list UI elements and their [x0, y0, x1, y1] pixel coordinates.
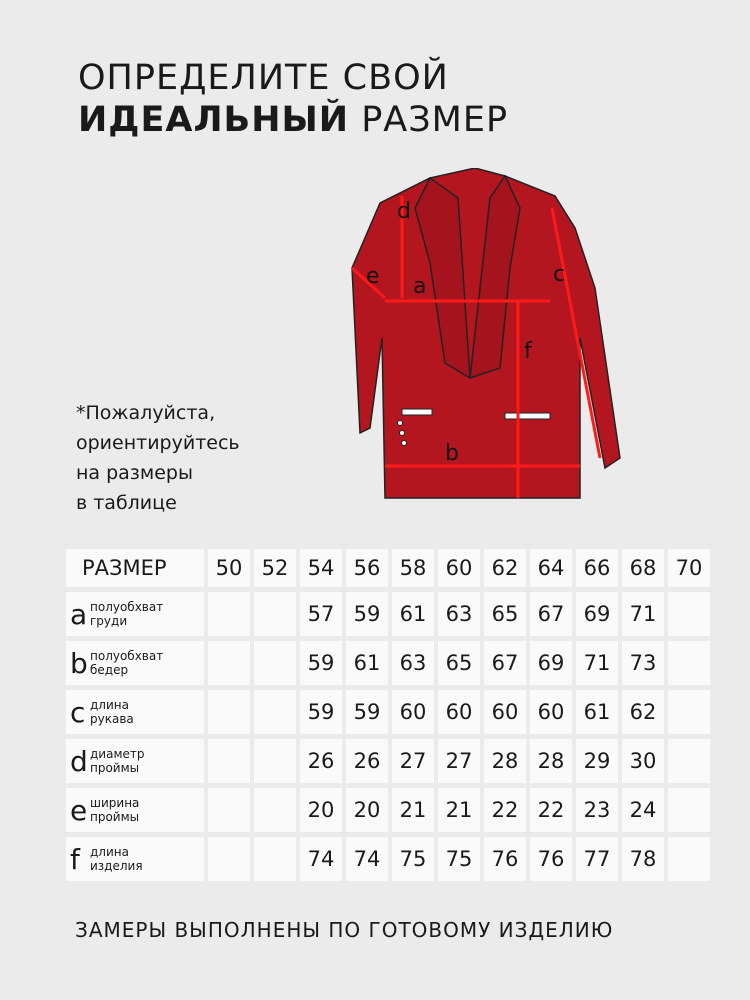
table-cell: 67	[484, 641, 526, 685]
table-cell: 28	[530, 739, 572, 783]
table-cell: 30	[622, 739, 664, 783]
table-cell: 73	[622, 641, 664, 685]
row-label	[66, 641, 204, 685]
label-c: c	[553, 262, 566, 287]
table-cell: 59	[300, 641, 342, 685]
table-cell: 24	[622, 788, 664, 832]
size-header: 50	[208, 549, 250, 587]
table-cell: 57	[300, 592, 342, 636]
row-desc	[90, 698, 134, 726]
table-cell: 60	[484, 690, 526, 734]
table-cell: 77	[576, 837, 618, 881]
table-cell: 71	[576, 641, 618, 685]
row-desc	[90, 845, 143, 873]
table-cell: 75	[392, 837, 434, 881]
table-cell	[254, 690, 296, 734]
table-cell: 26	[346, 739, 388, 783]
note-line: *Пожалуйста,	[76, 402, 216, 424]
table-cell: 61	[576, 690, 618, 734]
table-cell: 60	[530, 690, 572, 734]
table-cell: 74	[346, 837, 388, 881]
row-label	[66, 837, 204, 881]
table-cell: 63	[392, 641, 434, 685]
table-cell: 26	[300, 739, 342, 783]
pocket-right	[505, 413, 550, 419]
row-label	[66, 690, 204, 734]
table-cell	[668, 837, 710, 881]
table-cell	[254, 837, 296, 881]
table-cell: 74	[300, 837, 342, 881]
table-cell: 21	[392, 788, 434, 832]
size-header: 54	[300, 549, 342, 587]
button	[400, 431, 405, 436]
pocket-left	[402, 409, 432, 415]
row-label	[66, 592, 204, 636]
row-desc2: изделия	[90, 859, 143, 873]
row-desc1: ширина	[90, 796, 140, 810]
row-desc	[90, 796, 139, 824]
note-line: ориентируйтесь	[76, 432, 240, 454]
table-cell	[668, 788, 710, 832]
table-cell: 76	[530, 837, 572, 881]
table-row	[66, 788, 710, 832]
note-line: на размеры	[76, 462, 193, 484]
row-desc2: рукава	[90, 712, 134, 726]
table-cell: 69	[576, 592, 618, 636]
table-cell: 28	[484, 739, 526, 783]
table-cell: 62	[622, 690, 664, 734]
row-letter: b	[70, 646, 88, 680]
table-cell: 61	[346, 641, 388, 685]
row-desc1: диаметр	[90, 747, 145, 761]
row-desc2: проймы	[90, 761, 140, 775]
table-cell: 75	[438, 837, 480, 881]
table-row	[66, 837, 710, 881]
table-cell: 20	[300, 788, 342, 832]
row-desc2: проймы	[90, 810, 140, 824]
row-desc1: полуобхват	[90, 649, 164, 663]
table-cell	[668, 739, 710, 783]
size-table	[62, 544, 714, 886]
table-row	[66, 739, 710, 783]
label-f: f	[524, 339, 532, 364]
button	[398, 421, 403, 426]
table-cell	[208, 739, 250, 783]
footer-note: ЗАМЕРЫ ВЫПОЛНЕНЫ ПО ГОТОВОМУ ИЗДЕЛИЮ	[75, 918, 614, 942]
row-desc	[90, 747, 145, 775]
table-cell: 69	[530, 641, 572, 685]
row-letter: f	[70, 842, 80, 876]
title-rest: РАЗМЕР	[349, 100, 509, 140]
row-desc2: груди	[90, 614, 128, 628]
row-letter: a	[70, 597, 88, 631]
label-d: d	[397, 199, 411, 224]
table-cell	[668, 690, 710, 734]
row-label	[66, 788, 204, 832]
button	[402, 441, 407, 446]
page-title-line1: ОПРЕДЕЛИТЕ СВОЙ	[78, 58, 449, 98]
table-row	[66, 690, 710, 734]
row-desc1: длина	[90, 698, 129, 712]
table-cell: 21	[438, 788, 480, 832]
table-cell	[668, 641, 710, 685]
table-cell: 67	[530, 592, 572, 636]
table-cell	[208, 592, 250, 636]
table-row	[66, 641, 710, 685]
row-desc	[90, 649, 163, 677]
table-cell	[254, 641, 296, 685]
size-header: 62	[484, 549, 526, 587]
table-cell: 63	[438, 592, 480, 636]
table-cell	[254, 592, 296, 636]
row-desc1: полуобхват	[90, 600, 164, 614]
size-header: 64	[530, 549, 572, 587]
page-title-line2	[78, 100, 508, 140]
table-cell: 59	[346, 592, 388, 636]
row-desc1: длина	[90, 845, 129, 859]
header-size: РАЗМЕР	[66, 549, 204, 587]
table-cell: 59	[300, 690, 342, 734]
label-e: e	[366, 264, 380, 289]
jacket-diagram	[340, 168, 660, 508]
table-cell	[208, 690, 250, 734]
note-line: в таблице	[76, 492, 177, 514]
table-cell: 60	[392, 690, 434, 734]
label-b: b	[445, 441, 459, 466]
table-cell: 27	[392, 739, 434, 783]
table-cell: 65	[484, 592, 526, 636]
row-letter: e	[70, 793, 88, 827]
table-cell: 60	[438, 690, 480, 734]
table-cell: 61	[392, 592, 434, 636]
table-cell	[208, 641, 250, 685]
table-cell	[254, 739, 296, 783]
row-desc2: бедер	[90, 663, 129, 677]
table-cell	[254, 788, 296, 832]
table-cell: 22	[484, 788, 526, 832]
row-label	[66, 739, 204, 783]
table-cell: 29	[576, 739, 618, 783]
table-cell: 59	[346, 690, 388, 734]
size-header: 60	[438, 549, 480, 587]
label-a: a	[413, 274, 427, 299]
table-cell	[208, 837, 250, 881]
row-desc	[90, 600, 163, 628]
size-header: 68	[622, 549, 664, 587]
size-header: 56	[346, 549, 388, 587]
table-cell	[668, 592, 710, 636]
table-cell: 27	[438, 739, 480, 783]
table-cell	[208, 788, 250, 832]
size-header: 66	[576, 549, 618, 587]
table-cell: 65	[438, 641, 480, 685]
table-cell: 23	[576, 788, 618, 832]
table-cell: 20	[346, 788, 388, 832]
row-letter: c	[70, 695, 86, 729]
table-cell: 78	[622, 837, 664, 881]
size-header: 70	[668, 549, 710, 587]
table-cell: 76	[484, 837, 526, 881]
size-note	[76, 398, 240, 518]
table-row	[66, 592, 710, 636]
table-header-row	[66, 549, 710, 587]
row-letter: d	[70, 744, 88, 778]
table-cell: 71	[622, 592, 664, 636]
title-bold: ИДЕАЛЬНЫЙ	[78, 100, 350, 140]
table-cell: 22	[530, 788, 572, 832]
size-header: 58	[392, 549, 434, 587]
size-header: 52	[254, 549, 296, 587]
